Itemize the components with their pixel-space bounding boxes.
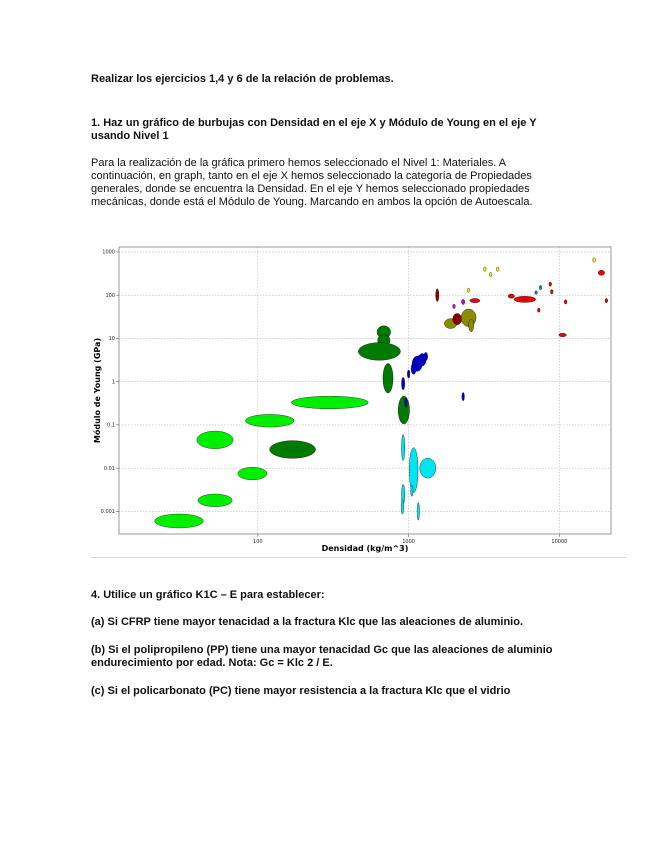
y-tick-label: 0.001	[100, 509, 115, 516]
bubble-chart	[91, 238, 627, 558]
chart-background	[91, 238, 627, 558]
q4-item-a: (a) Si CFRP tiene mayor tenacidad a la fractura Klc que las aleaciones de aluminio.	[91, 616, 523, 628]
bubble-darkred	[436, 289, 439, 302]
bubble-polymer_blue	[405, 398, 408, 408]
bubble-metal_red	[470, 298, 480, 302]
bubble-polymer_blue	[424, 352, 428, 360]
bubble-metal_red	[598, 270, 604, 275]
bubble-ceramic_yellow	[496, 267, 499, 271]
bubble-elastomer_cyan	[420, 458, 436, 478]
bubble-polymer_blue	[418, 355, 422, 362]
bubble-polymer_dark	[270, 441, 316, 459]
y-tick-label: 10	[108, 336, 115, 343]
bubble-foam_light	[245, 414, 294, 427]
bubble-metal_red	[605, 298, 608, 302]
bubble-elastomer_cyan	[401, 499, 404, 514]
y-tick-label: 0.01	[103, 465, 115, 472]
bubble-magenta	[462, 299, 465, 304]
y-axis-label: Módulo de Young (GPa)	[93, 337, 102, 444]
bubble-metal_red	[550, 290, 553, 294]
bubble-elastomer_cyan	[402, 434, 405, 460]
x-tick-label: 10000	[551, 539, 568, 545]
bubble-elastomer_cyan	[411, 485, 413, 496]
q4-title: 4. Utilice un gráfico K1C – E para establecer:	[91, 589, 325, 601]
x-axis-label: Densidad (kg/m^3)	[321, 544, 409, 553]
bubble-polymer_blue	[462, 392, 465, 400]
q4-item-b: (b) Si el polipropileno (PP) tiene una mayor tenacidad Gc que las aleaciones de aluminio endurecimiento por edad. Nota: Gc = Klc 2 / E.	[91, 644, 553, 669]
y-tick-label: 100	[105, 292, 115, 299]
bubble-foam_light	[155, 514, 204, 528]
bubble-ceramic_yellow	[467, 288, 470, 292]
y-tick-label: 0.1	[107, 422, 115, 429]
bubble-magenta	[453, 304, 456, 308]
bubble-metal_red	[559, 333, 567, 337]
bubble-ceramic_yellow	[483, 267, 486, 271]
bubble-metal_red	[514, 296, 536, 302]
bubble-polymer_dark	[398, 396, 409, 424]
bubble-polymer_blue	[411, 363, 416, 374]
q4-item-c: (c) Si el policarbonato (PC) tiene mayor resistencia a la fractura Klc que el vidrio	[91, 685, 511, 697]
bubble-metal_red	[508, 294, 514, 298]
bubble-metal_red	[549, 282, 552, 286]
bubble-metal_red	[537, 308, 540, 312]
bubble-metal_red	[564, 300, 567, 304]
bubble-elastomer_cyan	[417, 503, 419, 521]
x-tick-label: 100	[253, 539, 263, 545]
bubble-foam_light	[291, 396, 368, 409]
intro-text: Realizar los ejercicios 1,4 y 6 de la relación de problemas.	[91, 73, 394, 85]
y-tick-label: 1000	[102, 249, 115, 256]
bubble-teal	[539, 285, 542, 289]
bubble-polymer_blue	[402, 377, 405, 390]
bubble-ceramic_yellow	[593, 258, 596, 262]
q1-body: Para la realización de la gráfica primero hemos seleccionado el Nivel 1: Materiales. A continuación, en graph, tanto en el eje X hemos seleccionado la categoría de Propiedades generales, donde se encuentra la Densidad. En el eje Y hemos seleccionado propiedades mecánicas, donde está el Módulo de Young. Marcando en ambos la opción de Autoescala.	[91, 157, 533, 208]
bubble-ceramic_yellow	[489, 272, 492, 276]
bubble-teal	[535, 291, 538, 295]
y-tick-label: 1	[111, 379, 115, 386]
chart-bottom-border	[91, 557, 627, 558]
bubble-darkred	[453, 313, 462, 324]
bubble-polymer_dark	[358, 343, 400, 361]
bubble-composite_olive	[469, 319, 474, 332]
bubble-foam_light	[238, 467, 267, 480]
bubble-chart-svg	[91, 238, 627, 558]
bubble-elastomer_cyan	[409, 448, 418, 493]
x-tick-label: 1000	[402, 539, 415, 545]
bubble-foam_light	[197, 431, 233, 449]
bubble-foam_light	[198, 494, 232, 507]
q1-title: 1. Haz un gráfico de burbujas con Densidad en el eje X y Módulo de Young en el eje Y usando Nivel 1	[91, 117, 537, 142]
bubble-polymer_dark	[383, 363, 393, 393]
bubble-polymer_blue	[407, 370, 410, 378]
